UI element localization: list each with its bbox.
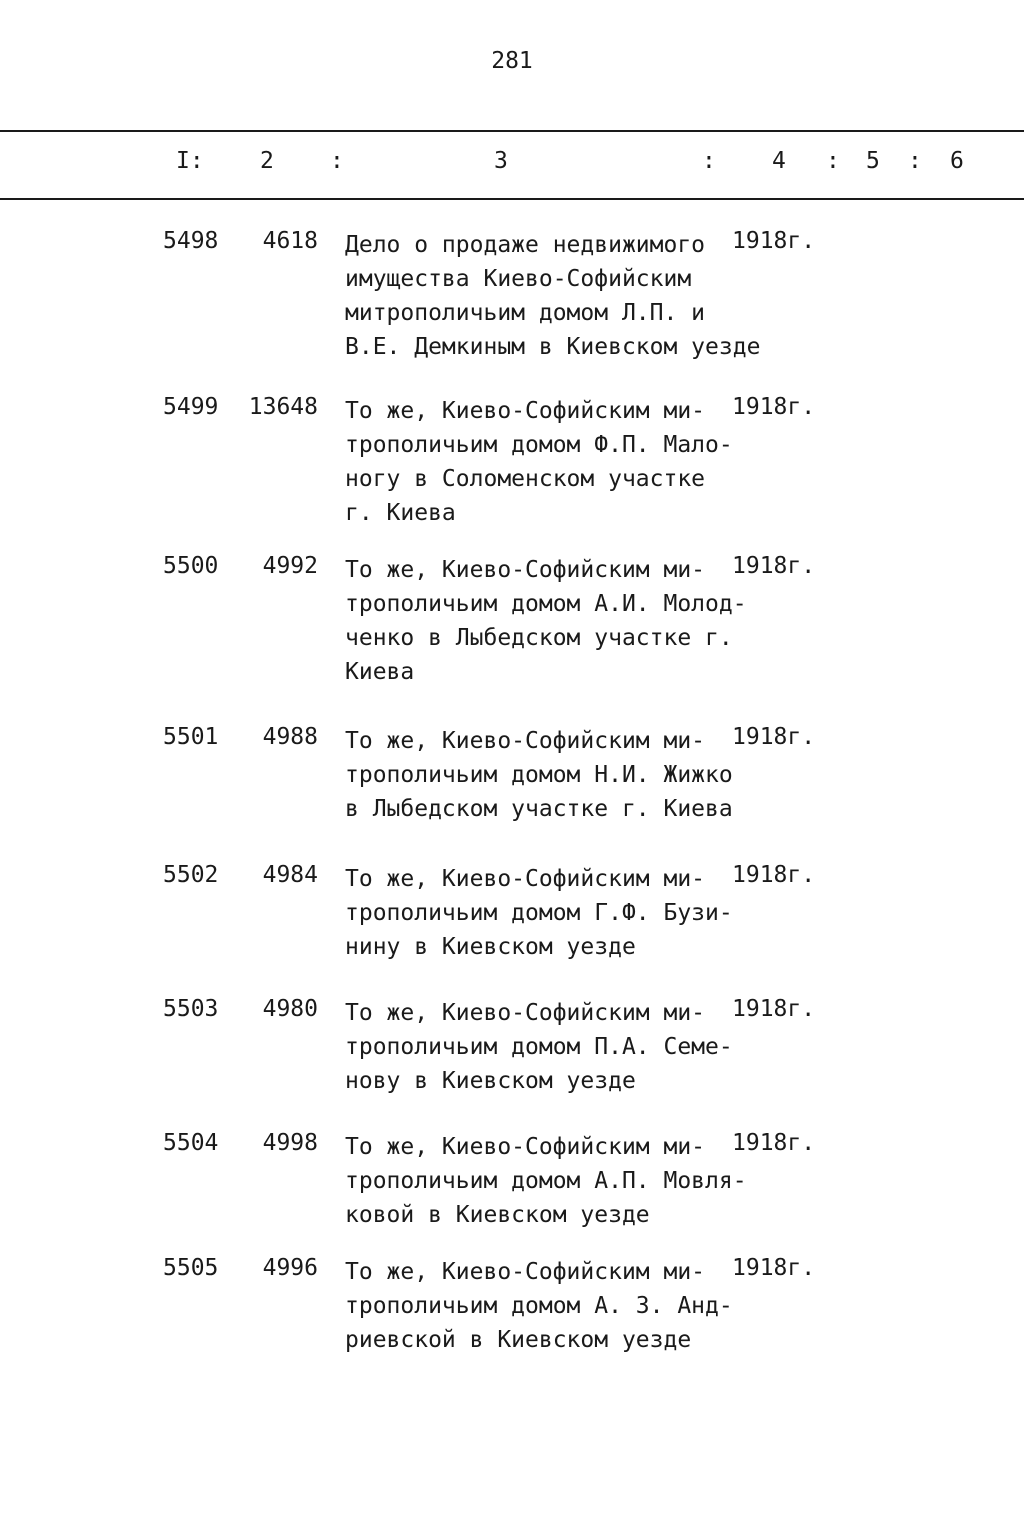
entry-number: 5504 (163, 1130, 219, 1156)
column-separator: : (826, 148, 840, 174)
entry-code: 4618 (262, 228, 318, 254)
description-line: То же, Киево-Софийским ми- (345, 1000, 706, 1026)
description-line: трополичьим домом Н.И. Жижко (345, 762, 733, 788)
entry-number: 5499 (163, 394, 219, 420)
description-line: трополичьим домом П.А. Семе- (345, 1034, 733, 1060)
entry-code: 4998 (262, 1130, 318, 1156)
description-line: То же, Киево-Софийским ми- (345, 557, 706, 583)
column-separator: : (702, 148, 716, 174)
description-line: То же, Киево-Софийским ми- (345, 1259, 706, 1285)
header-top-rule (0, 130, 1024, 132)
description-line: нину в Киевском уезде (345, 934, 636, 960)
column-header-2: 2 (260, 148, 274, 174)
entry-code: 4992 (262, 553, 318, 579)
description-line: То же, Киево-Софийским ми- (345, 398, 706, 424)
description-line: ченко в Лыбедском участке г. (345, 625, 733, 651)
description-line: ковой в Киевском уезде (345, 1202, 650, 1228)
column-header-6: 6 (950, 148, 964, 174)
header-bottom-rule (0, 198, 1024, 200)
entry-description (345, 228, 760, 364)
column-separator: : (330, 148, 344, 174)
entry-number: 5503 (163, 996, 219, 1022)
description-line: трополичьим домом А.П. Мовля- (345, 1168, 747, 1194)
entry-code: 4988 (262, 724, 318, 750)
column-separator: : (908, 148, 922, 174)
description-line: То же, Киево-Софийским ми- (345, 866, 706, 892)
entry-year: 1918г. (732, 996, 816, 1022)
description-line: ногу в Соломенском участке (345, 466, 706, 492)
entry-description (345, 862, 733, 964)
description-line: трополичьим домом А. З. Анд- (345, 1293, 733, 1319)
entry-year: 1918г. (732, 228, 816, 254)
page-number: 281 (491, 48, 533, 74)
entry-year: 1918г. (732, 394, 816, 420)
description-line: нову в Киевском уезде (345, 1068, 636, 1094)
description-line: То же, Киево-Софийским ми- (345, 1134, 706, 1160)
entry-code: 4996 (262, 1255, 318, 1281)
entry-description (345, 724, 733, 826)
description-line: трополичьим домом Ф.П. Мало- (345, 432, 733, 458)
entry-number: 5501 (163, 724, 219, 750)
entry-description (345, 996, 733, 1098)
column-header-1: I: (176, 148, 204, 174)
description-line: трополичьим домом А.И. Молод- (345, 591, 747, 617)
column-header-5: 5 (866, 148, 880, 174)
entry-number: 5502 (163, 862, 219, 888)
description-line: Киева (345, 659, 415, 685)
entry-number: 5500 (163, 553, 219, 579)
column-header-3: 3 (494, 148, 508, 174)
entry-year: 1918г. (732, 862, 816, 888)
entry-description (345, 1130, 747, 1232)
entry-year: 1918г. (732, 724, 816, 750)
entry-code: 13648 (248, 394, 318, 420)
entry-year: 1918г. (732, 553, 816, 579)
description-line: г. Киева (345, 500, 456, 526)
entry-year: 1918г. (732, 1130, 816, 1156)
description-line: трополичьим домом Г.Ф. Бузи- (345, 900, 733, 926)
entry-code: 4980 (262, 996, 318, 1022)
description-line: В.Е. Демкиным в Киевском уезде (345, 334, 761, 360)
description-line: митрополичьим домом Л.П. и (345, 300, 706, 326)
description-line: имущества Киево-Софийским (345, 266, 692, 292)
description-line: То же, Киево-Софийским ми- (345, 728, 706, 754)
entry-description (345, 394, 733, 530)
entry-number: 5498 (163, 228, 219, 254)
column-header-4: 4 (772, 148, 786, 174)
entry-year: 1918г. (732, 1255, 816, 1281)
description-line: в Лыбедском участке г. Киева (345, 796, 733, 822)
entry-number: 5505 (163, 1255, 219, 1281)
description-line: Дело о продаже недвижимого (345, 232, 706, 258)
entry-code: 4984 (262, 862, 318, 888)
entry-description (345, 553, 747, 689)
entry-description (345, 1255, 733, 1357)
description-line: риевской в Киевском уезде (345, 1327, 692, 1353)
